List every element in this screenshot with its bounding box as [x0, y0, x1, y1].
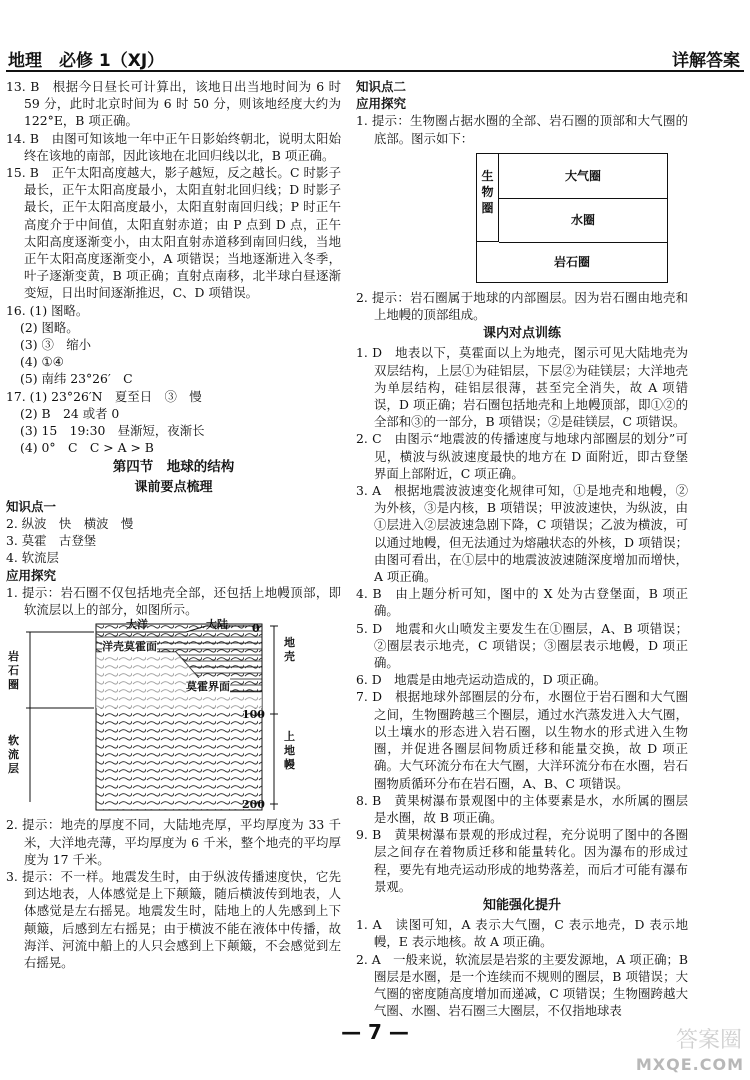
depth-0-label: 0 [252, 622, 260, 636]
asthenosphere-label: 软流层 [8, 734, 22, 776]
answer-16-2: (2) 图略。 [20, 319, 79, 335]
page-number: — 7 — [341, 1020, 409, 1044]
application-answer-b1: 1. 提示：生物圈占据水圈的全部、岩石圈的顶部和大气圈的底部。图示如下： [356, 113, 688, 146]
answer-15: 15. B 正午太阳高度越大，影子越短，反之越长。C 时影子最长，正午太阳高度最小，太阳直射北回归线；D 时影子最长，正午太阳高度最小，太阳直射南回归线；P 时正午高度介于中间值，太阳直射赤道；由 P 点到 D 点，正午太阳高度逐渐变小，由太阳直射赤道移到南回归线，当地正午太阳高度逐渐变小，A 项错误；当地逐渐进入冬季，叶子逐渐变黄，B 项正确；直射点南移，北半球白昼逐渐变短，日出时间逐渐推迟，C、D 项错误。 [6, 165, 341, 301]
section-title: 第四节 地球的结构 [112, 459, 235, 476]
upper-mantle-label: 上地幔 [284, 730, 295, 772]
answer-16-1: 16. (1) 图略。 [6, 302, 89, 318]
right-column [356, 78, 688, 1019]
application-answer-3: 3. 提示：不一样。地震发生时，由于纵波传播速度快，它先到达地表，人体感觉是上下颠簸，随后横波传到地表，人体感觉是左右摇晃。地震发生时，陆地上的人先感到上下颠簸，后感到左右摇晃；由于横波不能在液体中传播，故海洋、河流中船上的人只会感到上下颠簸，不会感觉到左右摇晃。 [6, 868, 341, 970]
kp1-item-2: 2. 纵波 快 横波 慢 [6, 516, 134, 532]
training-answer-4: 4. B 由上题分析可知，图中的 X 处为古登堡面，B 项正确。 [356, 586, 688, 619]
application-answer-b2: 2. 提示：岩石圈属于地球的内部圈层。因为岩石圈由地壳和上地幔的顶部组成。 [356, 289, 688, 323]
header-answers: 详解答案 [672, 51, 740, 71]
biosphere-label: 生物圈 [477, 154, 499, 242]
answer-17-4: (4) 0° C C > A > B [20, 440, 154, 456]
moho-label: 莫霍界面 [186, 678, 230, 695]
application-answer-2: 2. 提示：地壳的厚度不同，大陆地壳厚，平均厚度为 33 千米，大洋地壳薄，平均厚度为 6 千米，整个地壳的平均厚度为 17 千米。 [6, 817, 341, 867]
depth-100-label: 100 [242, 708, 265, 722]
improvement-answer-2: 2. A 一般来说，软流层是岩浆的主要发源地，A 项正确；B 圈层是水圈，是一个连续而不规则的圈层，B 项错误；大气圈的密度随高度增加而递减，C 项错误；生物圈跨越大气圈、水圈、岩石圈三大圈层，不仅指地球表 [356, 951, 688, 1019]
watermark-url: MXQE.COM [635, 1055, 744, 1074]
spheres-diagram [476, 153, 668, 283]
crust-section-diagram [6, 618, 336, 812]
training-answer-3: 3. A 根据地震波波速变化规律可知，①是地壳和地幔，②为外核，③是内核，B 项错误；甲波波速快，为纵波，由①层进入②层波速急剧下降，C 项错误；乙波为横波，可以通过地幔，但无法通过为熔融状态的外核，D 项错误；由图可看出，在①层中的地震波波速随深度增加而增快，A 项正确。 [356, 483, 688, 585]
answer-13: 13. B 根据今日昼长可计算出，该地日出当地时间为 6 时 59 分，此时北京时间为 6 时 50 分，则该地经度大约为 122°E，B 项正确。 [6, 79, 341, 129]
ocean-label: 大洋 [126, 618, 148, 632]
answer-14: 14. B 由图可知该地一年中正午日影始终朝北，说明太阳始终在该地的南部，因此该地在北回归线以北，B 项正确。 [6, 130, 341, 163]
kp1-item-4: 4. 软流层 [6, 550, 59, 566]
training-answer-2: 2. C 由图示“地震波的传播速度与地球内部圈层的划分”可见，横波与纵波速度最快的地方在 D 面附近，即古登堡界面上部附近，C 项正确。 [356, 431, 688, 481]
oceanic-moho-label: 洋壳莫霍面 [102, 638, 157, 655]
hydrosphere-label: 水圈 [499, 198, 667, 243]
training-answer-8: 8. B 黄果树瀑布景观图中的主体要素是水，水所属的圈层是水圈，故 B 项正确。 [356, 792, 688, 825]
knowledge-point-1: 知识点一 [6, 498, 57, 514]
training-answer-6: 6. D 地震是由地壳运动造成的，D 项正确。 [356, 672, 607, 688]
crust-label: 地壳 [284, 636, 295, 664]
page-header [6, 44, 744, 72]
lithosphere-box-label: 岩石圈 [553, 254, 590, 269]
atmosphere-label: 大气圈 [499, 154, 667, 199]
left-column [6, 78, 341, 971]
application-answer-1: 1. 提示：岩石圈不仅包括地壳全部，还包括上地幔顶部，即软流层以上的部分，如图所示。 [6, 584, 341, 618]
answer-17-2: (2) B 24 或者 0 [20, 405, 120, 421]
training-answer-9: 9. B 黄果树瀑布景观的形成过程，充分说明了图中的各圈层之间存在着物质迁移和能量转化。因为瀑布的形成过程，要先有地壳运动形成的地势落差，而后才可能有瀑布景观。 [356, 827, 688, 894]
training-answer-7: 7. D 根据地球外部圈层的分布，水圈位于岩石圈和大气圈之间，生物圈跨越三个圈层，通过水汽蒸发进入大气圈，以土壤水的形态进入岩石圈，以生物水的形式进入生物圈，并促进各圈层间物质迁移和能量交换，故 D 项正确。大气环流分布在大气圈，大洋环流分布在水圈，岩石圈物质循环分布在岩石圈，A、B、C 项错误。 [356, 689, 688, 791]
answer-16-5: (5) 南纬 23°26′ C [20, 371, 133, 387]
answer-17-1: 17. (1) 23°26′N 夏至日 ③ 慢 [6, 388, 202, 404]
kp1-item-3: 3. 莫霍 古登堡 [6, 533, 97, 549]
training-answer-5: 5. D 地震和火山喷发主要发生在①圈层，A、B 项错误；②圈层表示地壳，C 项错误；③圈层表示地幔，D 项正确。 [356, 620, 688, 671]
answer-16-3: (3) ③ 缩小 [20, 337, 92, 353]
subsection-title: 课前要点梳理 [134, 479, 213, 495]
answer-17-3: (3) 15 19:30 昼渐短，夜渐长 [20, 423, 205, 439]
knowledge-point-2: 知识点二 [356, 79, 407, 94]
training-answer-1: 1. D 地表以下，莫霍面以上为地壳，图示可见大陆地壳为双层结构，上层①为硅铝层，下层②为硅镁层；大洋地壳为单层结构，硅铝层很薄，甚至完全消失，故 A 项错误，D 项正确；岩石圈包括地壳和上地幔顶部，即①②的全部和③的一部分，B 项错误；②是硅镁层，C 项错误。 [356, 345, 688, 430]
lithosphere-label: 岩石圈 [8, 650, 22, 692]
improvement-title: 知能强化提升 [482, 897, 561, 913]
header-subject: 地理 必修 1（XJ） [8, 51, 165, 71]
continent-label: 大陆 [206, 618, 228, 632]
application-heading-2: 应用探究 [356, 96, 407, 112]
answer-16-4: (4) ①④ [20, 354, 64, 370]
application-heading-1: 应用探究 [6, 567, 57, 583]
watermark-logo: 答案圈 [675, 1028, 742, 1053]
depth-200-label: 200 [242, 798, 265, 812]
in-class-training-title: 课内对点训练 [482, 326, 561, 342]
improvement-answer-1: 1. A 读图可知，A 表示大气圈，C 表示地壳，D 表示地幔，E 表示地核。故 A 项正确。 [356, 917, 688, 950]
